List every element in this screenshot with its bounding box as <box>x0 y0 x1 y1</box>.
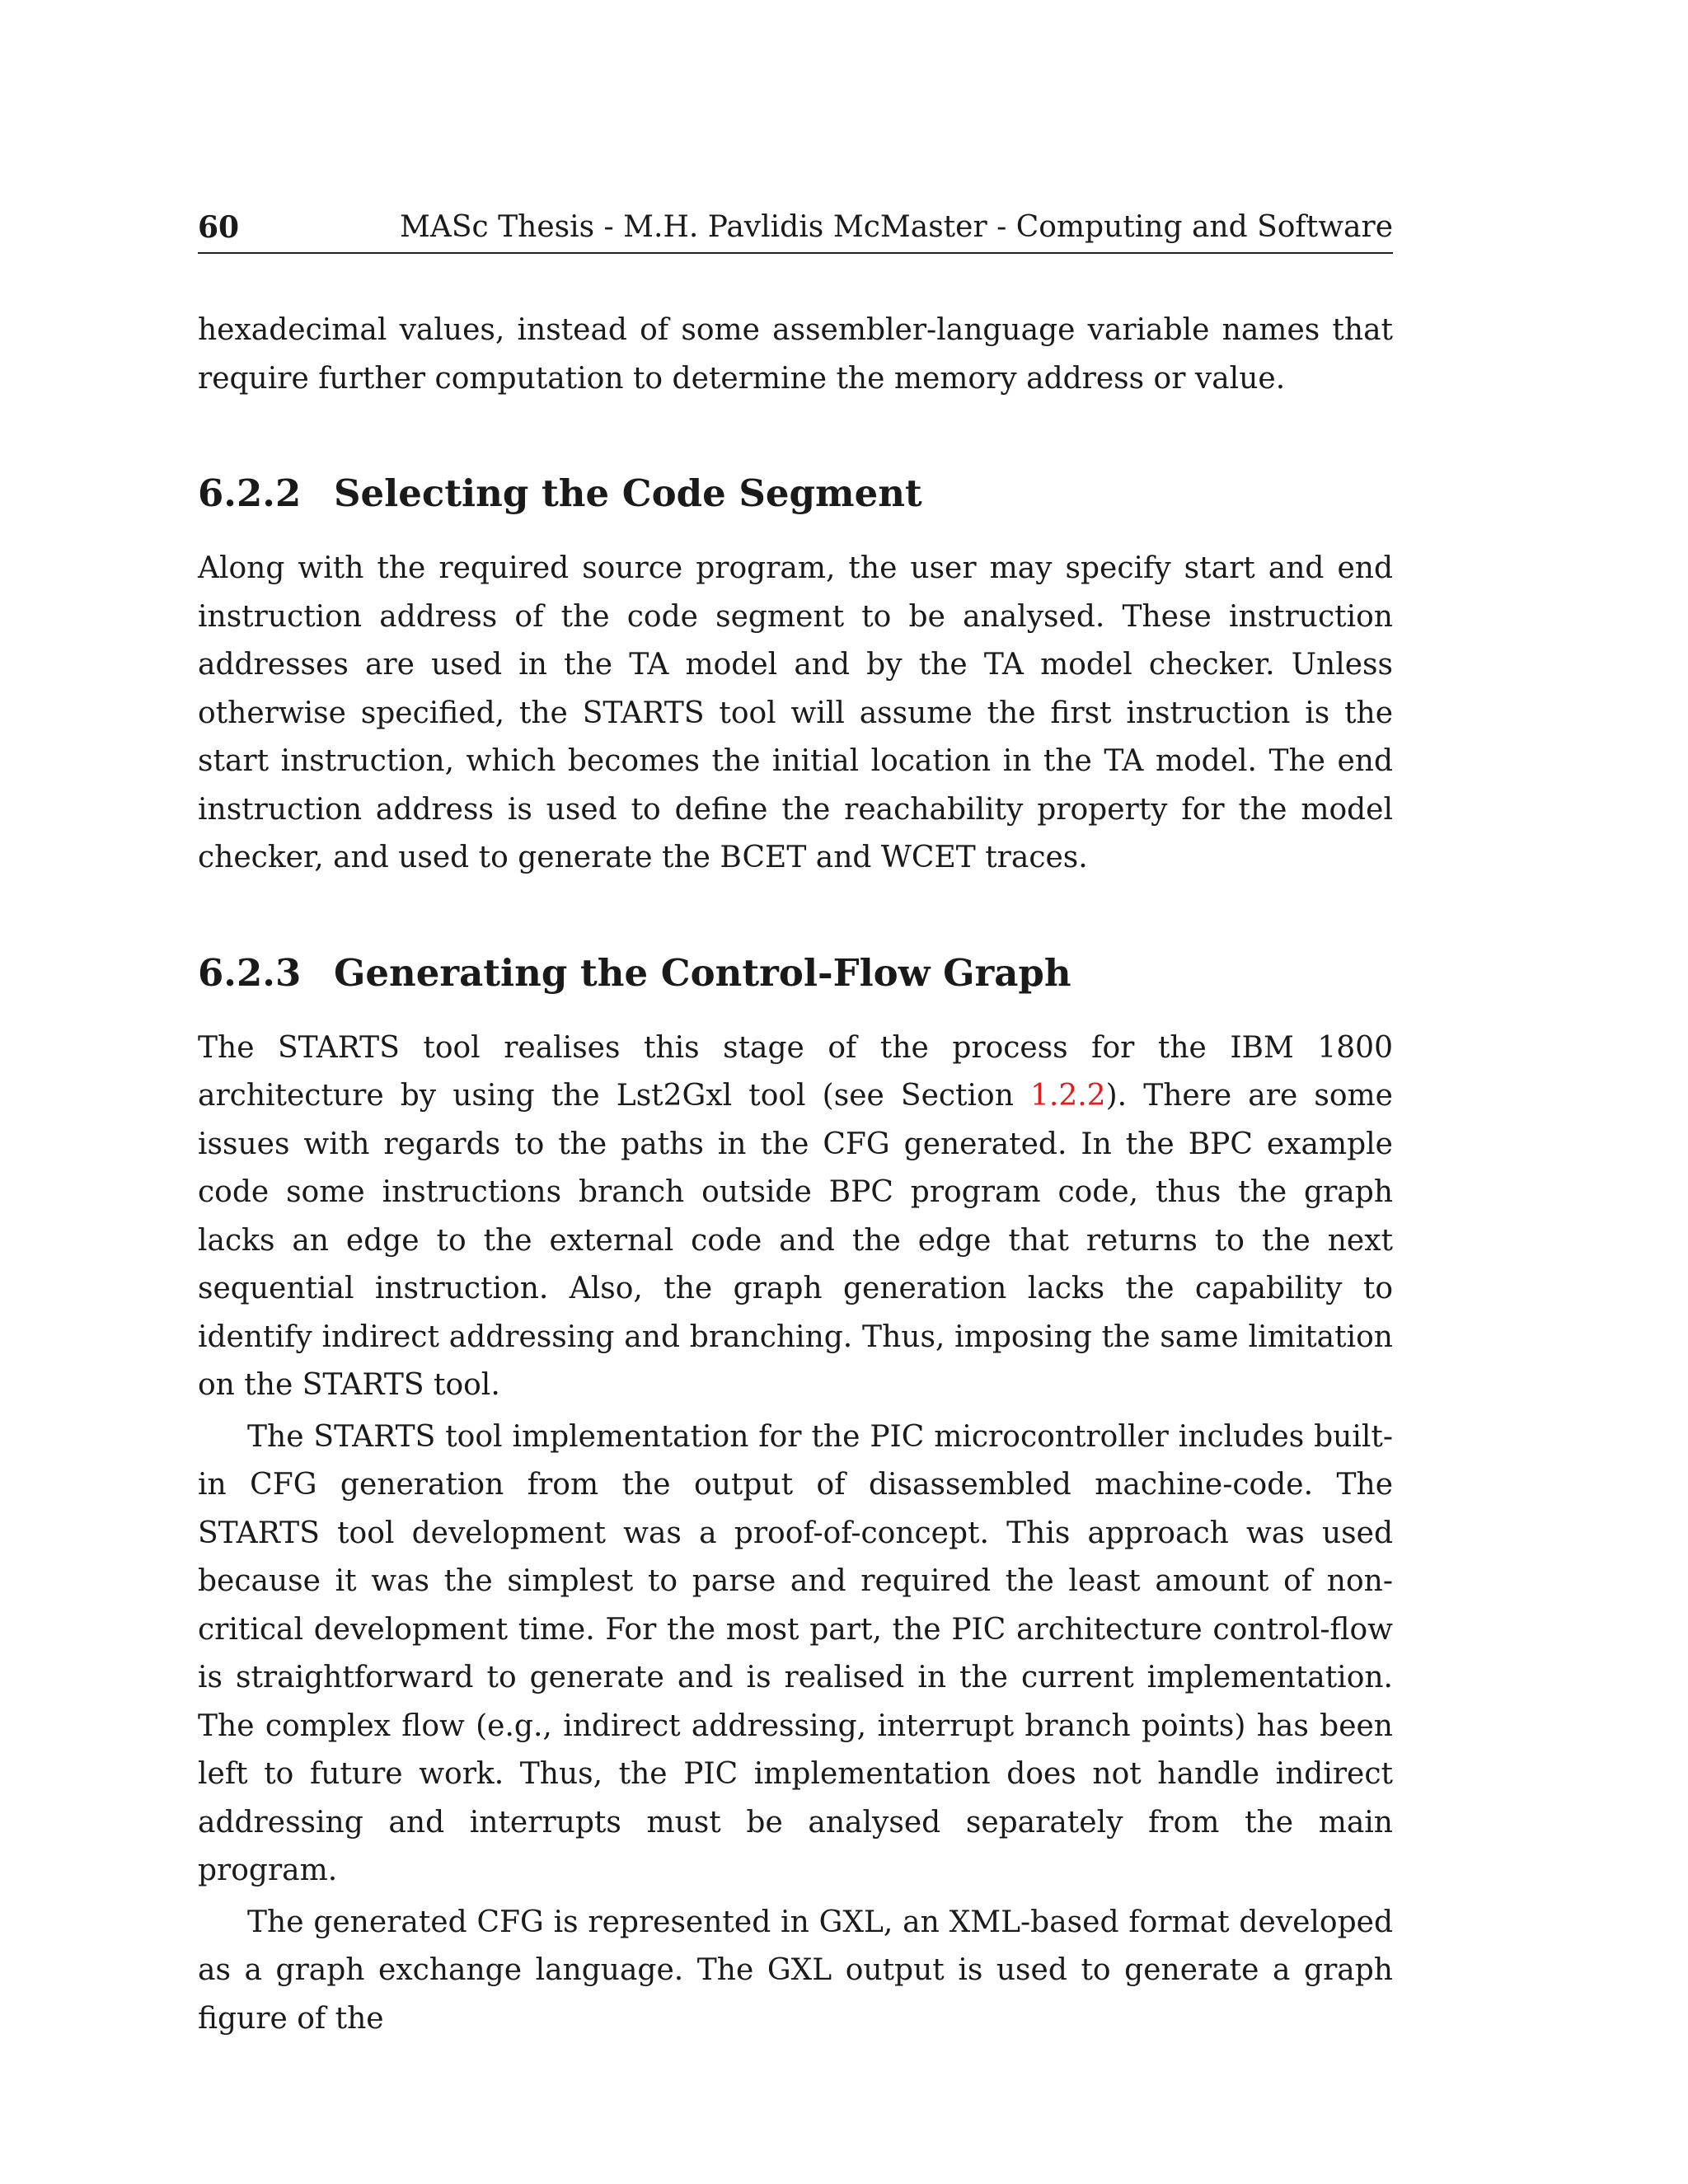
section-heading-6-2-3 <box>198 949 1393 998</box>
section-title: Generating the Control-Flow Graph <box>334 950 1071 995</box>
section-number: 6.2.3 <box>198 950 302 995</box>
section-title: Selecting the Code Segment <box>334 471 922 515</box>
section-6-2-3-paragraph-2: The STARTS tool implementation for the PIC microcontroller includes built-in CFG generation from the output of disassembled machine-code. The STARTS tool development was a proof-of-concept. This approach was used because it was the simplest to parse and required the least amount of non-critical development time. For the most part, the PIC architecture control-flow is straightforward to generate and is realised in the current implementation. The complex flow (e.g., indirect addressing, interrupt branch points) has been left to future work. Thus, the PIC implementation does not handle indirect addressing and interrupts must be analysed separately from the main program. <box>198 1419 1393 1887</box>
section-heading-6-2-2 <box>198 469 1393 518</box>
running-affiliation: McMaster - Computing and Software <box>832 210 1393 244</box>
running-title: MASc Thesis - M.H. Pavlidis <box>400 210 824 244</box>
paragraph-text: ). There are some issues with regards to the paths in the CFG generated. In the BPC example code some instructions branch outside BPC program code, thus the graph lacks an edge to the external code and the edge that returns to the next sequential instruction. Also, the graph generation lacks the capability to identify indirect addressing and branching. Thus, imposing the same limitation on the STARTS tool. <box>198 1079 1393 1402</box>
section-6-2-3-paragraph-1 <box>198 1024 1393 1410</box>
paragraph-text: The STARTS tool realises this stage of the process for the IBM 1800 architecture by using the Lst2Gxl tool (see Section <box>198 1030 1393 1113</box>
intro-paragraph: hexadecimal values, instead of some assembler-language variable names that require further computation to determine the memory address or value. <box>198 313 1393 396</box>
running-header <box>198 208 1393 254</box>
page-body <box>198 307 1393 2043</box>
page-number: 60 <box>198 210 240 245</box>
section-number: 6.2.2 <box>198 471 302 515</box>
section-reference-link[interactable]: 1.2.2 <box>1029 1079 1106 1113</box>
section-6-2-3-paragraph-3: The generated CFG is represented in GXL, an XML-based format developed as a graph exchange language. The GXL output is used to generate a graph figure of the <box>198 1905 1393 2036</box>
section-6-2-2-paragraph: Along with the required source program, the user may specify start and end instruction address of the code segment to be analysed. These instruction addresses are used in the TA model and by the TA model checker. Unless otherwise specified, the STARTS tool will assume the first instruction is the start instruction, which becomes the initial location in the TA model. The end instruction address is used to define the reachability property for the model checker, and used to generate the BCET and WCET traces. <box>198 551 1393 874</box>
